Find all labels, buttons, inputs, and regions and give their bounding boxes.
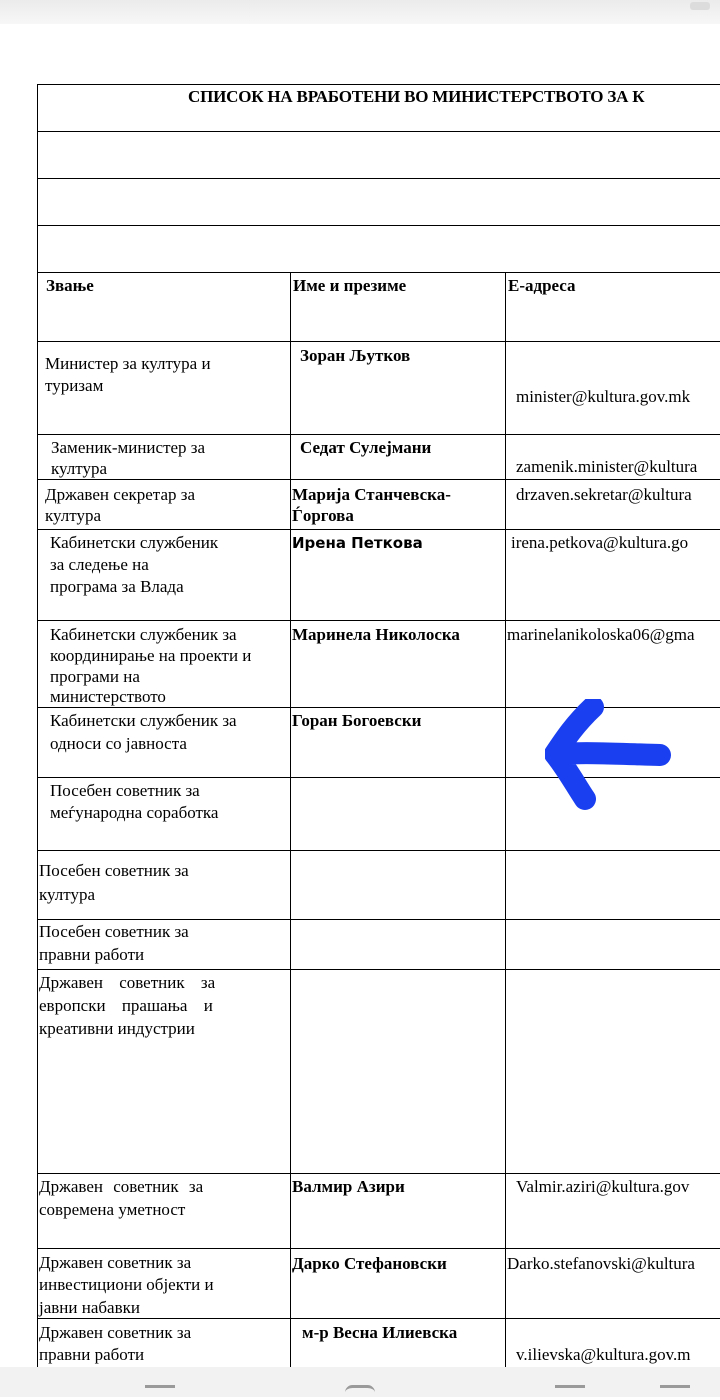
row4-title-l3: програма за Влада: [50, 577, 184, 596]
home-icon[interactable]: [345, 1385, 375, 1400]
row3-title-l2: култура: [45, 506, 102, 525]
row3-name-l1: Марија Станчевска-: [292, 485, 451, 504]
row10-title-l2: европски прашања и: [39, 996, 213, 1015]
column-divider: [290, 272, 291, 1367]
row9-title-l2: правни работи: [39, 945, 145, 964]
row4-title-l2: за следење на: [50, 555, 149, 574]
browser-top-bar: [0, 0, 720, 24]
window-handle: [690, 2, 710, 10]
row1-name: Зоран Љутков: [300, 346, 411, 365]
row13-email[interactable]: v.ilievska@kultura.gov.m: [516, 1345, 691, 1364]
row1-title-l2: туризам: [45, 376, 104, 395]
row5-name: Маринела Николоска: [292, 625, 460, 644]
row5-title-l4: министерството: [50, 687, 166, 706]
row11-name: Валмир Азири: [292, 1177, 405, 1196]
row10-title-l1: Државен советник за: [39, 973, 216, 992]
row2-title-l2: култура: [51, 459, 108, 478]
table-line: [37, 969, 720, 970]
table-line: [37, 131, 720, 132]
table-line: [37, 225, 720, 226]
row2-name: Седат Сулејмани: [300, 438, 432, 457]
table-line: [37, 479, 720, 480]
table-line: [37, 272, 720, 273]
row12-title-l1: Државен советник за: [39, 1253, 192, 1272]
row13-name: м-р Весна Илиевска: [302, 1323, 458, 1342]
table-line: [37, 341, 720, 342]
row5-title-l1: Кабинетски службеник за: [50, 625, 237, 644]
table-line: [37, 919, 720, 920]
row8-title-l1: Посебен советник за: [39, 861, 189, 880]
back-icon[interactable]: [555, 1385, 585, 1400]
row6-title-l1: Кабинетски службеник за: [50, 711, 237, 730]
row3-title-l1: Државен секретар за: [45, 485, 196, 504]
row12-name: Дарко Стефановски: [292, 1254, 447, 1273]
document-title: СПИСОК НА ВРАБОТЕНИ ВО МИНИСТЕРСТВОТО ЗА К: [188, 87, 645, 106]
table-line: [37, 434, 720, 435]
row5-email[interactable]: marinelanikoloska06@gma: [507, 625, 695, 644]
row1-email[interactable]: minister@kultura.gov.mk: [516, 387, 691, 406]
row10-title-l3: креативни индустрии: [39, 1019, 195, 1038]
table-line: [37, 529, 720, 530]
row1-title-l1: Министер за култура и: [45, 354, 211, 373]
recent-apps-icon[interactable]: [145, 1385, 175, 1400]
header-email: Е-адреса: [508, 276, 576, 295]
header-name: Име и презиме: [293, 276, 407, 295]
row4-name: Ирена Петкова: [292, 534, 423, 552]
row12-title-l3: јавни набавки: [39, 1298, 140, 1317]
table-line: [37, 178, 720, 179]
table-line: [37, 850, 720, 851]
header-title: Звање: [46, 276, 94, 295]
pointing-arrow-icon: [545, 699, 675, 814]
row2-title-l1: Заменик-министер за: [51, 438, 206, 457]
row4-email[interactable]: irena.petkova@kultura.go: [511, 533, 689, 552]
table-border-left: [37, 84, 38, 1367]
row2-email[interactable]: zamenik.minister@kultura: [516, 457, 698, 476]
column-divider: [505, 272, 506, 1367]
row5-title-l2: координирање на проекти и: [50, 646, 252, 665]
row8-title-l2: култура: [39, 885, 96, 904]
row13-title-l2: правни работи: [39, 1345, 145, 1364]
document-page[interactable]: [0, 24, 720, 1367]
row3-name-l2: Ѓоргова: [292, 506, 354, 525]
nav-extra-icon[interactable]: [660, 1385, 690, 1400]
row6-title-l2: односи со јавноста: [50, 734, 187, 753]
table-line: [37, 1248, 720, 1249]
row11-title-l1: Државен советник за: [39, 1177, 204, 1196]
table-line: [37, 1173, 720, 1174]
row7-title-l2: меѓународна соработка: [50, 803, 219, 822]
row3-email[interactable]: drzaven.sekretar@kultura: [516, 485, 692, 504]
system-navigation-bar: [0, 1367, 720, 1397]
row12-email[interactable]: Darko.stefanovski@kultura: [507, 1254, 695, 1273]
row6-name: Горан Богоевски: [292, 711, 422, 730]
row9-title-l1: Посебен советник за: [39, 922, 189, 941]
row4-title-l1: Кабинетски службеник: [50, 533, 219, 552]
row13-title-l1: Државен советник за: [39, 1323, 192, 1342]
table-line: [37, 620, 720, 621]
row5-title-l3: програми на: [50, 667, 140, 686]
table-border-top: [37, 84, 720, 85]
row11-title-l2: современа уметност: [39, 1200, 186, 1219]
row7-title-l1: Посебен советник за: [50, 781, 200, 800]
row11-email[interactable]: Valmir.aziri@kultura.gov: [516, 1177, 690, 1196]
row12-title-l2: инвестициони објекти и: [39, 1275, 214, 1294]
